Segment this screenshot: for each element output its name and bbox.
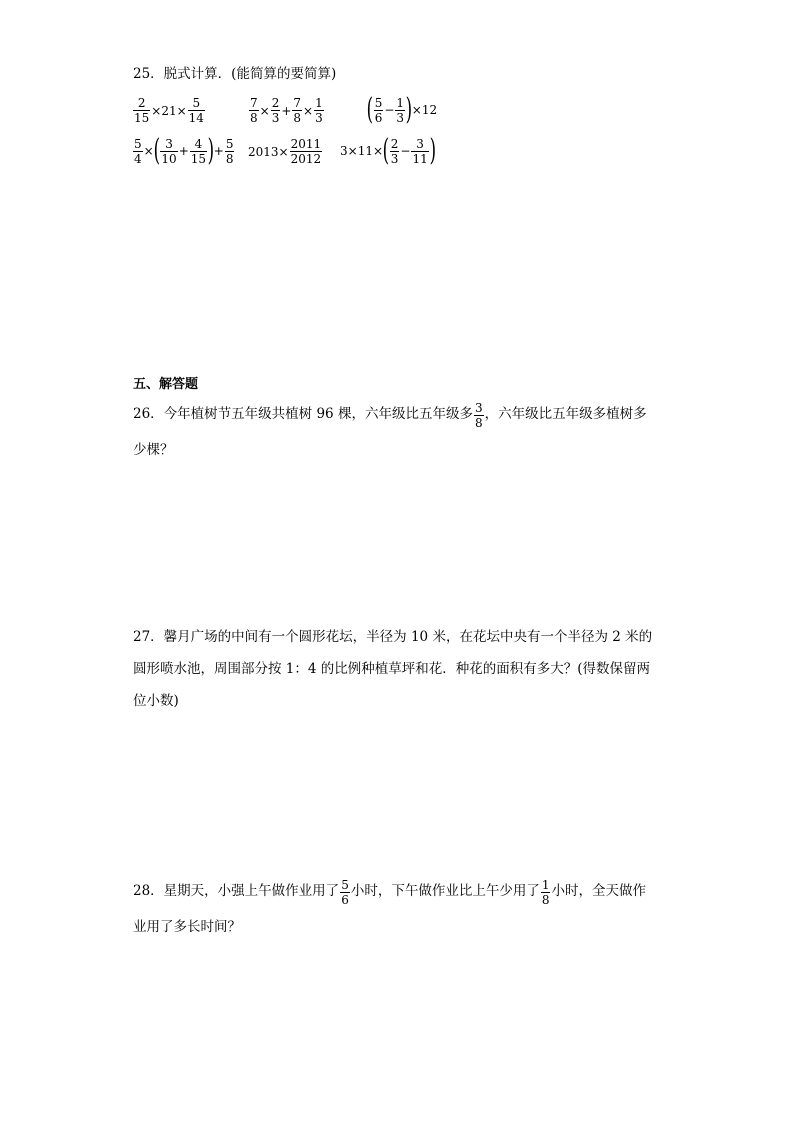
fraction: $\frac{2}{15}$ [134,96,150,125]
q26-text: 26．今年植树节五年级共植树 96 棵，六年级比五年级多 [133,406,473,423]
left-paren: ( [153,133,160,168]
q28-text: 小时，下午做作业比上午少用了 [350,883,540,900]
fraction: $\frac{5}{14}$ [188,96,204,125]
q26-text: ，六年级比五年级多植树多 [484,406,647,423]
right-paren: ) [405,92,413,127]
fraction: $\frac{1}{8}$ [541,877,550,907]
q25-expression-2 [248,97,325,124]
q25-expression-3 [366,92,438,127]
q25-expression-5 [248,138,323,165]
operator: 2013× [248,144,289,159]
fraction: $\frac{3}{8}$ [474,400,483,430]
q26-line-2: 少棵？ [133,442,174,458]
q27-line-1: 27．馨月广场的中间有一个圆形花坛，半径为 10 米，在花坛中央有一个半径为 2 米的 [133,629,653,645]
q25-expression-6 [340,133,436,168]
fraction: $\frac{5}{6}$ [341,877,349,907]
operator: × [303,103,314,118]
right-paren: ) [207,133,215,168]
q25-expression-4 [132,133,235,168]
operator: ×21× [151,103,187,118]
operator: − [384,103,395,117]
operator: 3×11× [340,144,384,158]
operator: + [213,144,224,158]
fraction: $\frac{2}{3}$ [390,136,399,166]
fraction: $\frac{2}{3}$ [271,96,280,125]
fraction: $\frac{5}{6}$ [374,95,383,125]
left-paren: ( [382,133,390,168]
fraction: $\frac{2011}{2012}$ [290,137,322,166]
operator: + [281,103,292,118]
q28-text: 28．星期天，小强上午做作业用了 [133,883,340,900]
left-paren: ( [366,92,374,127]
q28-line-1 [133,877,646,907]
q25-expression-1 [132,97,206,124]
fraction: $\frac{4}{15}$ [190,136,207,166]
section-title: 五、解答题 [133,377,199,392]
fraction: $\frac{1}{3}$ [315,96,323,125]
q27-line-2: 圆形喷水池，周围部分按 1：4 的比例种植草坪和花．种花的面积有多大？(得数保留两 [133,661,651,677]
fraction: $\frac{7}{8}$ [250,96,258,125]
fraction: $\frac{5}{4}$ [134,136,142,166]
fraction: $\frac{3}{10}$ [161,136,177,166]
q28-text: 小时，全天做作 [551,883,646,900]
operator: × [259,103,270,118]
right-paren: ) [429,133,436,168]
fraction: $\frac{3}{11}$ [412,136,428,166]
q28-line-2: 业用了多长时间？ [133,919,241,935]
operator: − [400,144,411,158]
operator: ×12 [411,103,438,117]
operator: + [178,144,189,158]
q27-line-3: 位小数) [133,693,179,709]
fraction: $\frac{7}{8}$ [293,96,302,125]
q26-line-1 [133,401,647,429]
operator: × [143,144,154,158]
q25-title: 25．脱式计算．(能简算的要简算) [133,66,337,82]
fraction: $\frac{5}{8}$ [225,136,234,166]
fraction: $\frac{1}{3}$ [396,95,405,125]
